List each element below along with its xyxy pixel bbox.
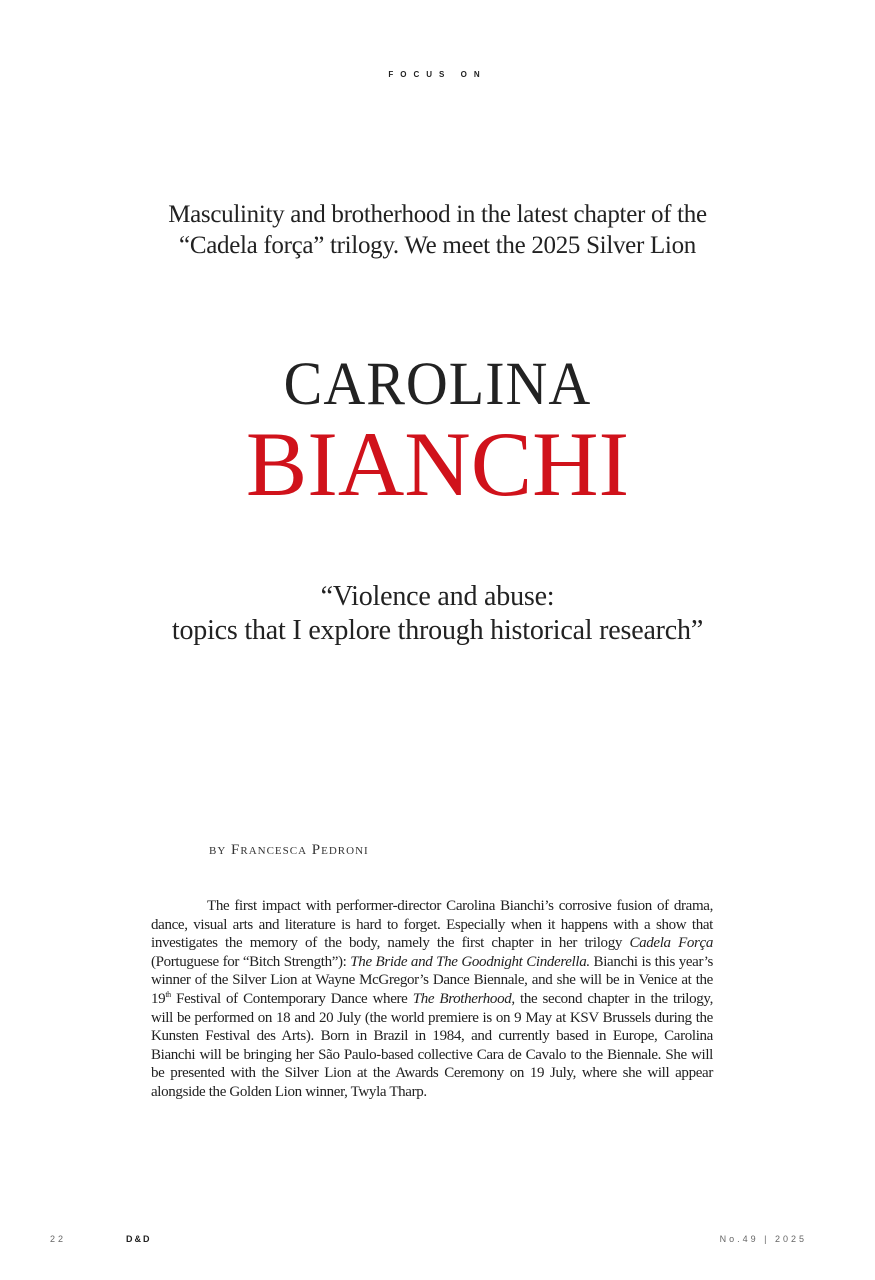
pull-quote: [0, 580, 875, 648]
title-last-name: BIANCHI: [245, 413, 630, 515]
subtitle-line-1: Masculinity and brotherhood in the latest chapter of the: [168, 201, 707, 228]
work-title-brotherhood: The Brotherhood: [412, 990, 512, 1007]
body-part-3: Bianchi is this year’s winner of the Silver Lion at Wayne McGregor’s Dance Biennale, and she will be in Venice at the 19: [151, 953, 714, 1007]
magazine-name: D&D: [126, 1234, 152, 1244]
subtitle-line-2: “Cadela força” trilogy. We meet the 2025 Silver Lion: [179, 232, 696, 259]
pull-quote-line-2: topics that I explore through historical research”: [171, 615, 704, 646]
work-title-bride: The Bride and The Goodnight Cinderella.: [350, 953, 590, 970]
body-part-2: (Portuguese for “Bitch Strength”):: [151, 953, 351, 970]
ordinal-suffix: th: [165, 989, 171, 999]
pull-quote-line-1: “Violence and abuse:: [320, 581, 555, 612]
work-title-cadela-forca: Cadela Força: [629, 935, 713, 952]
body-part-5: , the second chapter in the trilogy, will be performed on 18 and 20 July (the world premiere is on 9 May at KSV Brussels during the Kunsten Festival des Arts). Born in Brazil in 1984, and currently based in Europe, Carolina Bianchi will be bringing her São Paulo-based collective Cara de Cavalo to the Biennale. She will be presented with the Silver Lion at the Awards Ceremony on 19 July, where she will appear alongside the Golden Lion winner, Twyla Tharp.: [151, 990, 713, 1100]
article-subtitle: [0, 199, 875, 261]
body-part-1: The first impact with performer-director Carolina Bianchi’s corrosive fusion of drama, dance, visual arts and literature is hard to forget. Especially when it happens with a show that investigates the memory of the body, namely the first chapter in her trilogy: [151, 898, 713, 952]
page-number: 22: [50, 1234, 67, 1244]
byline: by Francesca Pedroni: [209, 842, 369, 858]
body-part-4: Festival of Contemporary Dance where: [170, 990, 413, 1007]
issue-info: No.49 | 2025: [719, 1234, 807, 1244]
title-first-name: CAROLINA: [283, 349, 592, 418]
section-label: FOCUS ON: [388, 70, 487, 79]
article-body: [151, 897, 713, 1102]
